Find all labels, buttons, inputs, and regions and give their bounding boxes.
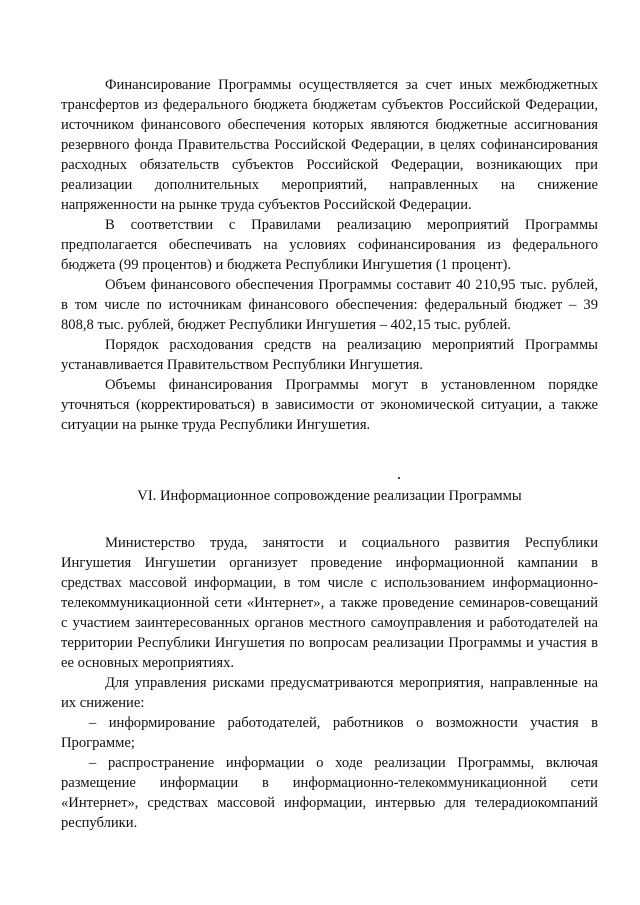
paragraph-spending-procedure: Порядок расходования средств на реализацию мероприятий Программы устанавливается Правительством Республики Ингушетия. [61, 337, 598, 373]
paragraph-information-campaign: Министерство труда, занятости и социального развития Республики Ингушетия Ингушетии организует проведение информационной кампании в средствах массовой информации, в том числе с использованием информационно-телекоммуникационной сети «Интернет», а также проведение семинаров-совещаний с участием заинтересованных органов местного самоуправления и работодателей на территории Республики Ингушетия по вопросам реализации Программы и участия в ее основных мероприятиях. [61, 535, 598, 671]
section-heading: VI. Информационное сопровождение реализации Программы [137, 488, 522, 504]
paragraph-funding-volume: Объем финансового обеспечения Программы составит 40 210,95 тыс. рублей, в том числе по источникам финансового обеспечения: федеральный бюджет – 39 808,8 тыс. рублей, бюджет Республики Ингушетия – 402,15 тыс. рублей. [61, 277, 598, 333]
paragraph-funding-adjustment: Объемы финансирования Программы могут в установленном порядке уточняться (корректироваться) в зависимости от экономической ситуации, а также ситуации на рынке труда Республики Ингушетия. [61, 377, 598, 433]
list-item-spread-information: – распространение информации о ходе реализации Программы, включая размещение информации в информационно-телекоммуникационной сети «Интернет», средствах массовой информации, интервью для телерадиокомпаний республики. [61, 755, 598, 831]
finance-section [61, 75, 598, 435]
divider-dot [398, 477, 400, 479]
list-item-inform-employers: – информирование работодателей, работников о возможности участия в Программе; [61, 715, 598, 751]
information-section [61, 533, 598, 833]
paragraph-financing-sources: Финансирование Программы осуществляется за счет иных межбюджетных трансфертов из федерального бюджета бюджетам субъектов Российской Федерации, источником финансового обеспечения которых являются бюджетные ассигнования резервного фонда Правительства Российской Федерации, в целях софинансирования расходных обязательств субъектов Российской Федерации, возникающих при реализации дополнительных мероприятий, направленных на снижение напряженности на рынке труда субъектов Российской Федерации. [61, 77, 598, 213]
paragraph-cofinancing-rules: В соответствии с Правилами реализацию мероприятий Программы предполагается обеспечивать на условиях софинансирования из федерального бюджета (99 процентов) и бюджета Республики Ингушетия (1 процент). [61, 217, 598, 273]
paragraph-risk-management: Для управления рисками предусматриваются мероприятия, направленные на их снижение: [61, 675, 598, 711]
